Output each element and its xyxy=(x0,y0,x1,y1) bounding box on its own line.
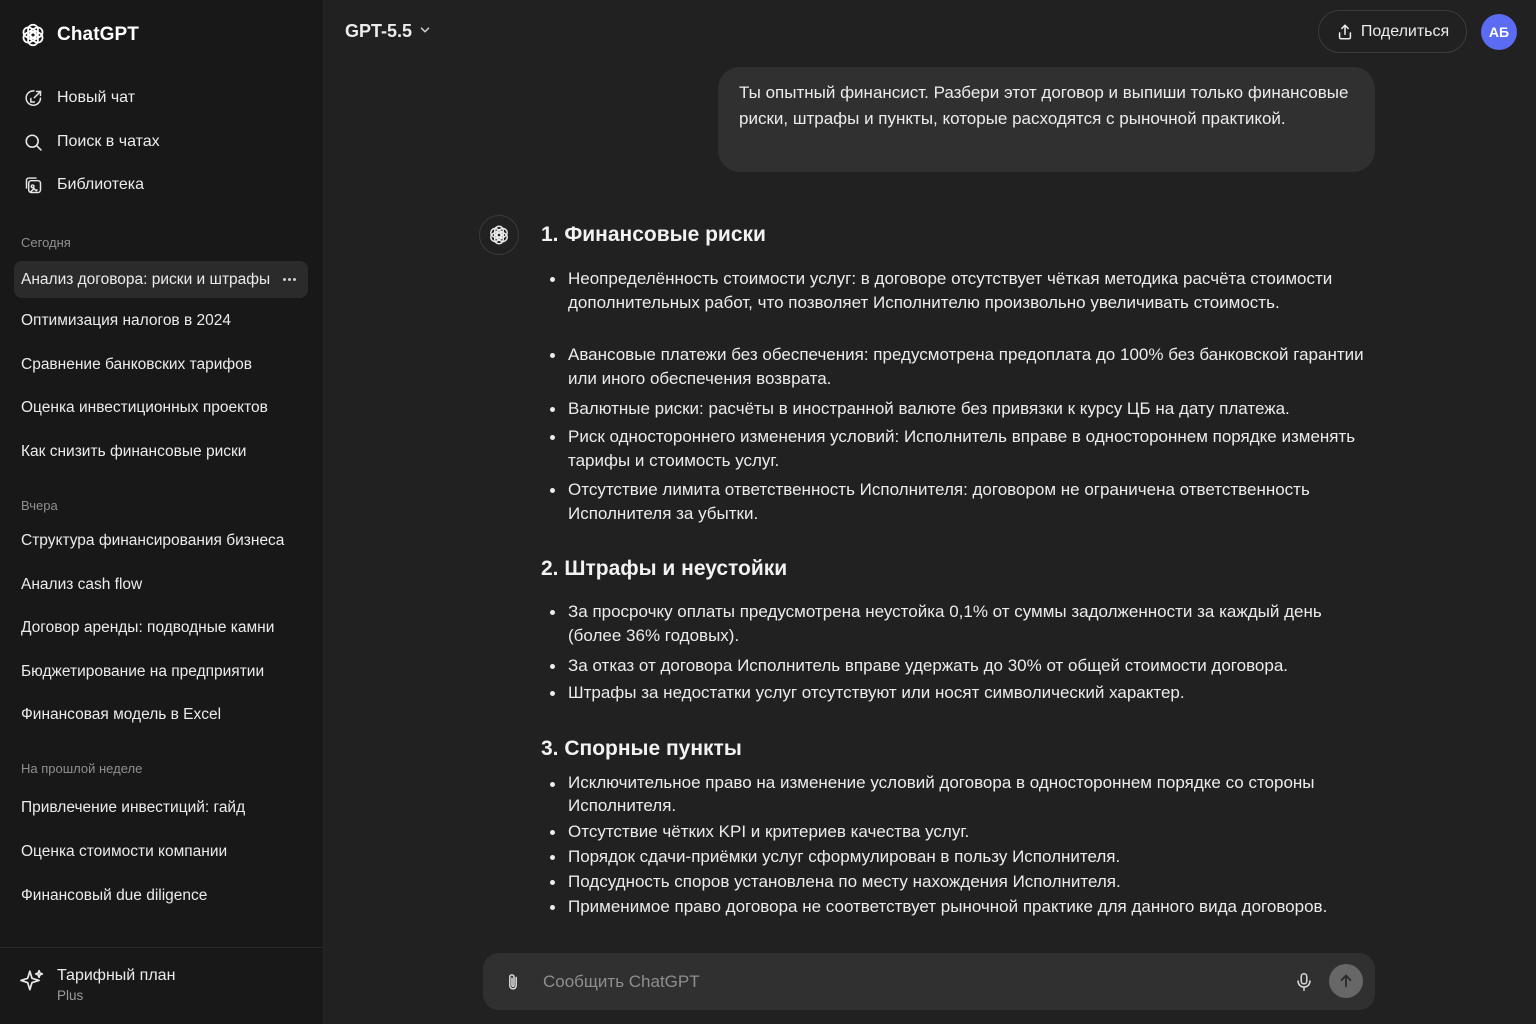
section-title-last-week: На прошлой неделе xyxy=(21,761,143,776)
section-heading: 3. Спорные пункты xyxy=(541,737,742,760)
chat-item[interactable] xyxy=(14,566,308,603)
list-item: За отказ от договора Исполнитель вправе удержать до 30% от общей стоимости договора. xyxy=(550,654,1370,678)
chat-item-label: Анализ cash flow xyxy=(21,575,143,593)
list-item: Штрафы за недостатки услуг отсутствуют или носят символический характер. xyxy=(550,681,1370,705)
nav-label: Поиск в чатах xyxy=(57,133,160,150)
list-item: Подсудность споров установлена по месту нахождения Исполнителя. xyxy=(550,870,1370,894)
new-chat-button[interactable] xyxy=(14,79,308,117)
chat-item[interactable] xyxy=(14,833,308,870)
section-title-yesterday: Вчера xyxy=(21,498,58,513)
openai-logo-icon xyxy=(19,21,47,49)
model-selector[interactable] xyxy=(345,18,432,44)
chat-item[interactable] xyxy=(14,653,308,690)
arrow-up-icon xyxy=(1337,972,1355,990)
chat-item-label: Финансовый due diligence xyxy=(21,886,208,904)
sparkle-icon xyxy=(19,968,45,999)
brand[interactable] xyxy=(19,20,139,50)
list-item: Неопределённость стоимости услуг: в договоре отсутствует чёткая методика расчёта стоимости дополнительных работ, что позволяет Исполнителю произвольно увеличивать стоимость. xyxy=(550,267,1370,314)
chat-item[interactable] xyxy=(14,877,308,914)
library-button[interactable] xyxy=(14,166,308,204)
section-heading: 1. Финансовые риски xyxy=(541,223,766,246)
chat-item[interactable] xyxy=(14,346,308,383)
chevron-down-icon xyxy=(412,20,432,42)
assistant-avatar xyxy=(479,215,519,255)
chat-item-label: Оптимизация налогов в 2024 xyxy=(21,311,231,329)
chat-item[interactable] xyxy=(14,389,308,426)
brand-name: ChatGPT xyxy=(57,24,139,45)
chat-item-label: Оценка стоимости компании xyxy=(21,842,228,860)
share-icon xyxy=(1336,23,1354,41)
chat-item-label: Структура финансирования бизнеса xyxy=(21,531,285,549)
microphone-icon[interactable] xyxy=(1293,970,1315,994)
chat-item-label: Договор аренды: подводные камни xyxy=(21,618,275,636)
chat-item[interactable] xyxy=(14,433,308,470)
chat-item-label: Как снизить финансовые риски xyxy=(21,442,247,460)
chat-item-label: Привлечение инвестиций: гайд xyxy=(21,798,246,816)
chat-item-label: Бюджетирование на предприятии xyxy=(21,662,265,680)
nav-label: Библиотека xyxy=(57,176,144,193)
share-label: Поделиться xyxy=(1360,22,1450,40)
user-message: Ты опытный финансист. Разбери этот договор и выпиши только финансовые риски, штрафы и пункты, которые расходятся с рыночной практикой. xyxy=(718,67,1375,172)
chat-item[interactable] xyxy=(14,609,308,646)
more-options-icon[interactable] xyxy=(280,270,298,288)
new-chat-icon xyxy=(22,87,44,109)
plan-button[interactable] xyxy=(19,968,175,1006)
search-icon xyxy=(22,131,44,153)
plan-subtitle: Plus xyxy=(57,988,84,1003)
section-title-today: Сегодня xyxy=(21,235,71,250)
composer xyxy=(483,953,1375,1010)
chat-item-label: Оценка инвестиционных проектов xyxy=(21,398,268,416)
send-button[interactable] xyxy=(1329,964,1363,998)
openai-logo-icon xyxy=(487,223,511,247)
search-chats-button[interactable] xyxy=(14,123,308,161)
chat-item-active[interactable] xyxy=(14,261,308,298)
list-item: Исключительное право на изменение условий договора в одностороннем порядке со стороны Исполнителя. xyxy=(550,772,1370,817)
plan-text xyxy=(57,968,175,1006)
chat-item[interactable] xyxy=(14,789,308,826)
list-item: Валютные риски: расчёты в иностранной валюте без привязки к курсу ЦБ на дату платежа. xyxy=(550,397,1370,421)
sidebar-footer xyxy=(0,947,323,1024)
chat-item-label: Анализ договора: риски и штрафы xyxy=(21,270,271,288)
chat-item-label: Сравнение банковских тарифов xyxy=(21,355,253,373)
model-name: GPT-5.5 xyxy=(345,20,413,41)
share-button[interactable] xyxy=(1318,10,1467,53)
list-item: Авансовые платежи без обеспечения: предусмотрена предоплата до 100% без банковской гарантии или иного обеспечения возврата. xyxy=(550,343,1370,390)
library-icon xyxy=(22,174,44,196)
sidebar xyxy=(0,0,324,1024)
plan-title: Тарифный план xyxy=(57,967,176,984)
user-avatar[interactable]: АБ xyxy=(1481,14,1517,50)
chat-item[interactable] xyxy=(14,696,308,733)
list-item: За просрочку оплаты предусмотрена неустойка 0,1% от суммы задолженности за каждый день (более 36% годовых). xyxy=(550,600,1370,647)
paperclip-icon[interactable] xyxy=(502,970,524,994)
message-input[interactable] xyxy=(543,967,1283,997)
list-item: Порядок сдачи-приёмки услуг сформулирован в пользу Исполнителя. xyxy=(550,845,1370,869)
chat-item[interactable] xyxy=(14,302,308,339)
chat-item[interactable] xyxy=(14,522,308,559)
list-item: Отсутствие чётких KPI и критериев качества услуг. xyxy=(550,820,1370,844)
list-item: Риск одностороннего изменения условий: Исполнитель вправе в одностороннем порядке изменять тарифы и стоимость услуг. xyxy=(550,425,1370,472)
chat-item-label: Финансовая модель в Excel xyxy=(21,705,222,723)
section-heading: 2. Штрафы и неустойки xyxy=(541,557,788,580)
list-item: Применимое право договора не соответствует рыночной практике для данного вида договоров. xyxy=(550,895,1370,919)
list-item: Отсутствие лимита ответственность Исполнителя: договором не ограничена ответственность Исполнителя за убытки. xyxy=(550,478,1370,525)
nav-label: Новый чат xyxy=(57,89,136,106)
